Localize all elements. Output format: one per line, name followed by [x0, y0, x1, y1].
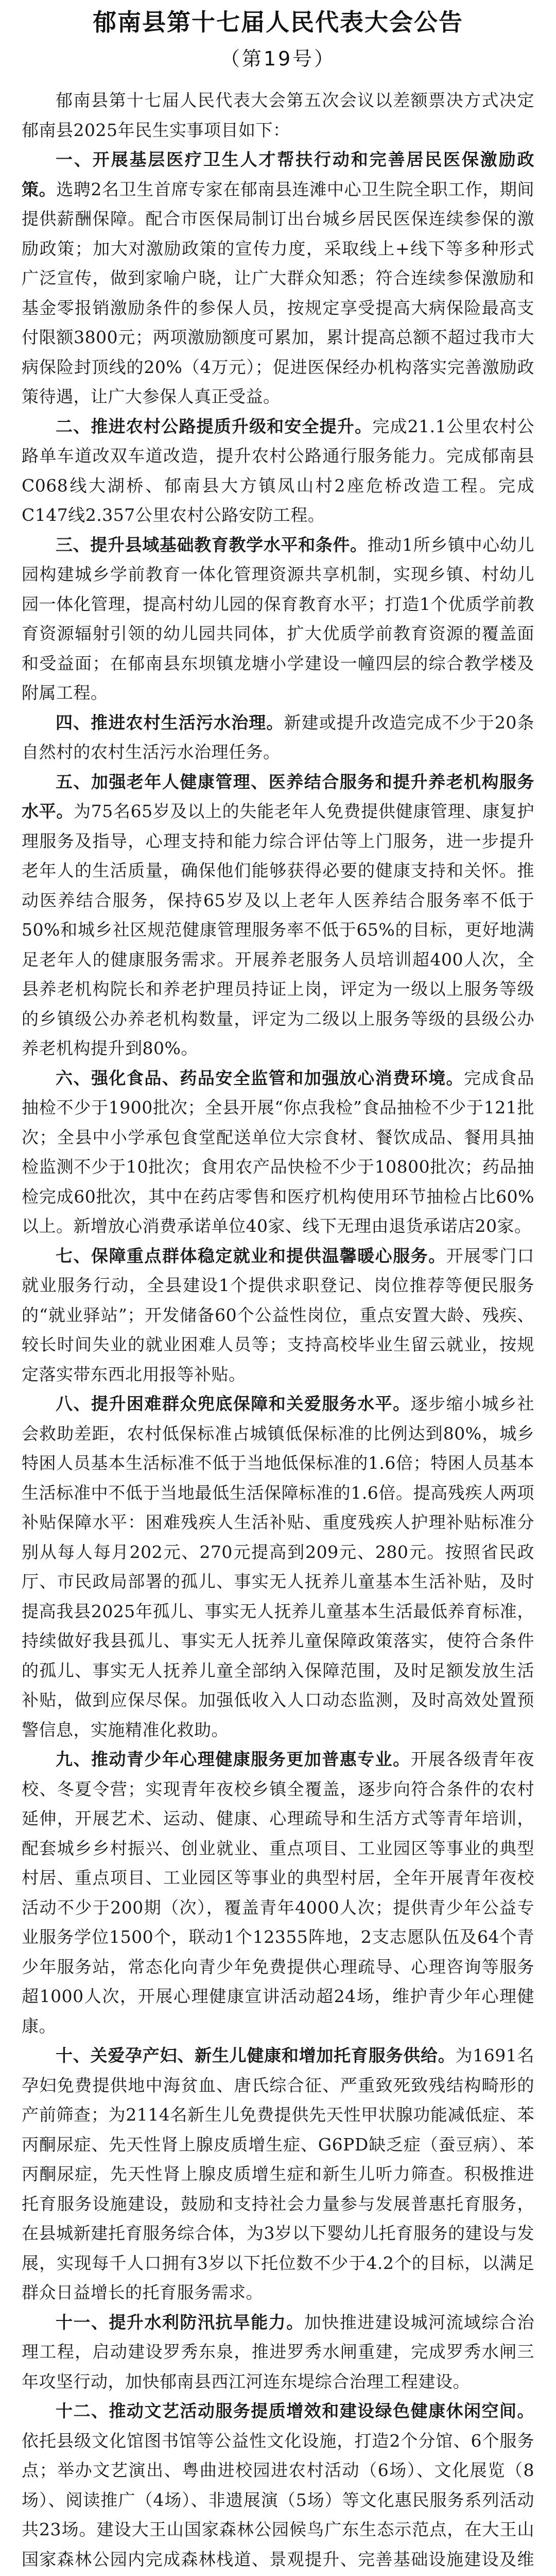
item-title: 四、推进农村生活污水治理。 [56, 712, 284, 733]
item-body: 完成21.1公里农村公路单车道改双车道改造，提升农村公路通行服务能力。完成郁南县C068线大湖桥、郁南县大方镇凤山村2座危桥改造工程。完成C147线2.357公里农村公路安防工程。 [22, 416, 535, 525]
list-item [22, 145, 534, 412]
item-body: 为75名65岁及以上的失能老年人免费提供健康管理、康复护理服务及指导，心理支持和能力综合评估等上门服务，进一步提升老年人的生活质量，确保他们能够获得必要的健康支持和关怀。推动医养结合服务，保持65岁及以上老年人医养结合服务率不低于50%和城乡社区规范健康管理服务率不低于65%的目标，更好地满足老年人的健康服务需求。开展养老服务人员培训超400人次，全县养老机构院长和养老护理员持证上岗，评定为一级以上服务等级的乡镇级公办养老机构数量，评定为二级以上服务等级的县级公办养老机构提升到80%。 [22, 801, 535, 1058]
item-title: 十、关爱孕产妇、新生儿健康和增加托育服务供给。 [56, 2045, 456, 2065]
list-item [22, 1063, 534, 1241]
item-title: 三、提升县域基础教育教学水平和条件。 [56, 534, 368, 555]
list-item [22, 708, 534, 767]
intro-paragraph: 郁南县第十七届人民代表大会第五次会议以差额票决方式决定郁南县2025年民生实事项目如下： [22, 90, 534, 140]
list-item [22, 412, 534, 530]
item-body: 加快推进建设城河流域综合治理工程，启动建设罗秀东泉，推进罗秀水闸重建，完成罗秀水闸三年攻坚行动，加快郁南县西江河连东堤综合治理工程建设。 [22, 2312, 535, 2392]
item-title: 十二、推动文艺活动服务提质增效和建设绿色健康休闲空间。 [56, 2401, 534, 2421]
item-body: 开展零门口就业服务行动，全县建设1个提供求职登记、岗位推荐等便民服务的“就业驿站”；开发储备60个公益性岗位，重点安置大龄、残疾、较长时间失业的就业困难人员等；支持高校毕业生留云就业，按规定落实带东西北用报等补贴。 [22, 1245, 535, 1384]
item-body: 依托县级文化馆图书馆等公益性文化设施，打造2个分馆、6个服务点；举办文艺演出、粤曲进校园进农村活动（6场）、文化展览（8场）、阅读推广（4场）、非遗展演（5场）等文化惠民服务系列活动共23场。建设大王山国家森林公园候鸟广东生态示范点，在大王山国家森林公园内完成森林栈道、景观提升、完善基础设施建设及维 [22, 2430, 534, 2569]
item-body: 逐步缩小城乡社会救助差距，农村低保标准占城镇低保标准的比例达到80%，城乡特困人员基本生活标准不低于当地低保标准的1.6倍；特困人员基本生活标准中不低于当地最低生活保障标准的1.6倍。提高残疾人两项补贴保障水平：困难残疾人生活补贴、重度残疾人护理补贴标准分别从每人每月202元、270元提高到209元、280元。按照省民政厅、市民政局部署的孤儿、事实无人抚养儿童基本生活补贴，及时提高我县2025年孤儿、事实无人抚养儿童基本生活最低养育标准，持续做好我县孤儿、事实无人抚养儿童保障政策落实，使符合条件的孤儿、事实无人抚养儿童全部纳入保障范围，及时足额发放生活补贴，做到应保尽保。加强低收入人口动态监测，及时高效处置预警信息，实施精准化救助。 [22, 1394, 535, 1740]
item-title: 九、推动青少年心理健康服务更加普惠专业。 [56, 1749, 411, 1769]
item-title: 一、开展基层医疗卫生人才帮扶行动和完善居民医保激励政策。 [22, 149, 534, 199]
item-title: 七、保障重点群体稳定就业和提供温馨暖心服务。 [56, 1245, 446, 1266]
item-title: 八、提升困难群众兜底保障和关爱服务水平。 [56, 1394, 411, 1414]
item-title: 五、加强老年人健康管理、医养结合服务和提升养老机构服务水平。 [22, 771, 534, 821]
item-title: 六、强化食品、药品安全监管和加强放心消费环境。 [56, 1067, 464, 1088]
item-body: 选聘2名卫生首席专家在郁南县连滩中心卫生院全职工作，期间提供薪酬保障。配合市医保局制订出台城乡居民医保连续参保的激励政策；加大对激励政策的宣传力度，采取线上+线下等多种形式广泛宣传，做到家喻户晓，让广大群众知悉；符合连续参保激励和基金零报销激励条件的参保人员，按规定享受提高大病保险最高支付限额3800元；两项激励额度可累加，累计提高总额不超过我市大病保险封顶线的20%（4万元）；促进医保经办机构落实完善激励政策待遇，让广大参保人真正受益。 [22, 179, 535, 406]
list-item [22, 530, 534, 708]
item-body: 完成食品抽检不少于1900批次；全县开展“你点我检”食品抽检不少于121批次；全县中小学承包食堂配送单位大宗食材、餐饮成品、餐用具抽检监测不少于10批次；食用农产品快检不少于10800批次；药品抽检完成60批次，其中在药店零售和医疗机构使用环节抽检占比60%以上。新增放心消费承诺单位40家、线下无理由退货承诺店20家。 [22, 1067, 535, 1236]
item-body: 新建或提升改造完成不少于20条自然村的农村生活污水治理任务。 [22, 712, 534, 762]
item-title: 十一、提升水利防汛抗旱能力。 [56, 2312, 304, 2332]
list-item [22, 767, 534, 1063]
list-item [22, 2041, 534, 2308]
document-number: （第19号） [220, 47, 336, 70]
item-body: 为1691名孕妇免费提供地中海贫血、唐氏综合征、严重致死致残结构畸形的产前筛查；为2114名新生儿免费提供先天性甲状腺功能减低症、苯丙酮尿症、先天性肾上腺皮质增生症、G6PD缺乏症（蚕豆病）、苯丙酮尿症，先天性肾上腺皮质增生症和新生儿听力筛查。积极推进托育服务设施建设，鼓励和支持社会力量参与发展普惠托育服务，在县城新建托育服务综合体，为3岁以下婴幼儿托育服务的建设与发展，实现每千人口拥有3岁以下托位数不少于4.2个的目标，以满足群众日益增长的托育服务需求。 [22, 2045, 535, 2302]
list-item [22, 2308, 534, 2397]
list-item [22, 1389, 534, 1744]
list-item [22, 1744, 534, 2041]
page-title: 郁南县第十七届人民代表大会公告 [93, 8, 463, 36]
items-list [22, 145, 534, 2576]
list-item [22, 1241, 534, 1389]
list-item [22, 2396, 534, 2576]
item-body: 推动1所乡镇中心幼儿园构建城乡学前教育一体化管理资源共享机制，实现乡镇、村幼儿园一体化管理，提高村幼儿园的保育教育水平；打造1个优质学前教育资源辐射引领的幼儿园共同体，扩大优质学前教育资源的覆盖面和受益面；在郁南县东坝镇龙塘小学建设一幢四层的综合教学楼及附属工程。 [22, 534, 535, 703]
item-title: 二、推进农村公路提质升级和安全提升。 [56, 416, 373, 436]
item-body: 开展各级青年夜校、冬夏令营；实现青年夜校乡镇全覆盖，逐步向符合条件的农村延伸，开展艺术、运动、健康、心理疏导和生活方式等青年培训，配套城乡乡村振兴、创业就业、重点项目、工业园区等事业的典型村居、重点项目、工业园区等事业的典型村居，全年开展青年夜校活动不少于200期（次），覆盖青年4000人次；提供青少年公益专业服务学位1500个，联动1个12355阵地，2支志愿队伍及64个青少年服务站，常态化向青少年免费提供心理疏导、心理咨询等服务超1000人次，开展心理健康宣讲活动超24场，维护青少年心理健康。 [22, 1749, 535, 2036]
